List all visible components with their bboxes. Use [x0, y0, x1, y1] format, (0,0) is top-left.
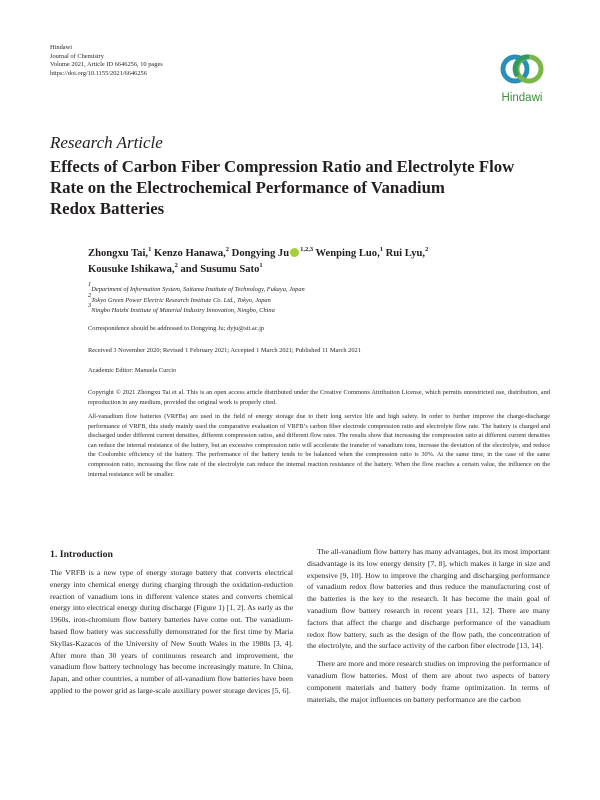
author-list: [88, 246, 550, 278]
author-affil-sup: 1: [259, 262, 263, 269]
author-affil-sup: 1: [148, 246, 152, 253]
title-line: Rate on the Electrochemical Performance of Vanadium: [50, 178, 445, 197]
title-line: Redox Batteries: [50, 199, 165, 218]
paragraph: The VRFB is a new type of energy storage battery that converts electrical energy into chemical energy during charging through the oxidation-reduction reaction of vanadium ions in different valence states and converts chemical energy into electrical energy during discharge (Figure 1) [1, 2]. As early as the 1960s, iron-chromium flow battery batteries have come out. The vanadium-based flow battery was successfully demonstrated for the first time by Maria Skyllas-Kazacos of the University of New South Wales in the 1980s [3, 4]. After more than 30 years of continuous research and improvement, the vanadium flow battery technology has become increasingly mature. In China, Japan, and other countries, a number of all-vanadium flow batteries have been applied to the power grid as large-scale auxiliary power storage devices [5, 6].: [50, 568, 293, 695]
paragraph: The all-vanadium flow battery has many advantages, but its most important disadvantage is its low energy density [7, 8], which makes it large in size and expensive [9, 10]. How to improve the charging and discharging performance of vanadium redox flow batteries and thus reduce the manufacturing cost of the batteries is the key to the research. It has become the main goal of vanadium flow battery research in recent years [11, 12]. There are many factors that affect the charge and discharge performance of the vanadium redox flow battery, such as the design of the flow path, the concentration of the electrolyte, and the surface activity of the carbon fiber electrode [13, 14].: [307, 547, 550, 651]
affiliations: [88, 281, 305, 317]
copyright-notice: Copyright © 2021 Zhongxu Tai et al. This is an open access article distributed under the Creative Commons Attribution License, which permits unrestricted use, distribution, and reproduction in any medium, provided the original work is properly cited.: [88, 389, 550, 406]
journal-metadata: [50, 44, 163, 78]
author-affil-sup: 1: [379, 246, 383, 253]
journal-name: Journal of Chemistry: [50, 52, 104, 60]
author-name[interactable]: Kousuke Ishikawa,: [88, 264, 175, 275]
paragraph: There are more and more research studies on improving the performance of vanadium flow batteries. Most of them are about two aspects of battery component materials and battery body frame optimization. In terms of materials, the major influences on battery performance are the carbon: [307, 659, 550, 704]
publication-dates: Received 3 November 2020; Revised 1 February 2021; Accepted 1 March 2021; Published 11 March 2021: [88, 347, 361, 354]
hindawi-logo: [494, 50, 550, 104]
author-affil-sup: 1,2,3: [300, 246, 314, 253]
author-name[interactable]: Wenping Luo,: [313, 248, 380, 259]
author-affil-sup: 2: [174, 262, 178, 269]
author-name[interactable]: and Susumu Sato: [177, 264, 260, 275]
volume-line: Volume 2021, Article ID 6646256, 10 pages: [50, 61, 163, 69]
hindawi-logo-icon: [494, 50, 550, 92]
author-name[interactable]: Zhongxu Tai,: [88, 248, 149, 259]
author-affil-sup: 2: [225, 246, 230, 253]
author-affil-sup: 2: [425, 246, 429, 253]
article-type: Research Article: [50, 133, 163, 152]
body-column-right: [307, 546, 550, 705]
doi-link[interactable]: https://doi.org/10.1155/2021/6646256: [50, 69, 147, 77]
paper-title: [50, 156, 550, 219]
author-name[interactable]: Rui Lyu,: [382, 248, 426, 259]
correspondence: Correspondence should be addressed to Dongying Ju; dyju@sit.ac.jp: [88, 325, 265, 332]
title-line: Effects of Carbon Fiber Compression Ratio and Electrolyte Flow: [50, 157, 515, 176]
author-name[interactable]: Kenzo Hanawa,: [151, 248, 226, 259]
orcid-icon[interactable]: [290, 248, 299, 257]
academic-editor: Academic Editor: Manuela Curcio: [88, 367, 177, 374]
affiliation-item: $^3$Ningbo Haizhi Institute of Material Industry Innovation, Ningbo, China: [88, 302, 275, 315]
affiliation-item: $^1$Department of Information System, Saitama Institute of Technology, Fukaya, Japan: [88, 281, 305, 293]
publisher-name: Hindawi: [50, 44, 73, 51]
abstract: All-vanadium flow batteries (VRFBs) are used in the field of energy storage due to their long service life and high safety. In order to further improve the charge-discharge performance of VRFB, this study mainly used the comparative evaluation of VRFB’s carbon fiber electrode compression ratio and electrolyte flow rate. The battery is charged and discharged under different current densities, different compression ratios, and different flow rates. The results show that increasing the compression ratio at different current densities can reduce the internal resistance of the battery, but an excessive compression ratio will accelerate the transfer of vanadium ions, increase the deviation of the electrolyte, and reduce the Coulombic efficiency of the battery. The performance of the battery tends to be balanced when the compression ratio is 30%. At the same time, in the case of the same compression ratio, increasing the flow rate of the electrolyte can reduce the internal reaction resistance of the battery. When the flow reaches a certain value, the influence on the internal resistance will be smaller.: [88, 413, 550, 478]
body-column-left: [50, 567, 293, 697]
affiliation-item: $^2$Tokyo Green Power Electric Research Institute Co. Ltd., Tokyo, Japan: [88, 291, 271, 304]
section-heading: 1. Introduction: [50, 549, 113, 560]
author-name[interactable]: Dongying Ju: [229, 248, 290, 259]
logo-text: Hindawi: [501, 92, 543, 104]
